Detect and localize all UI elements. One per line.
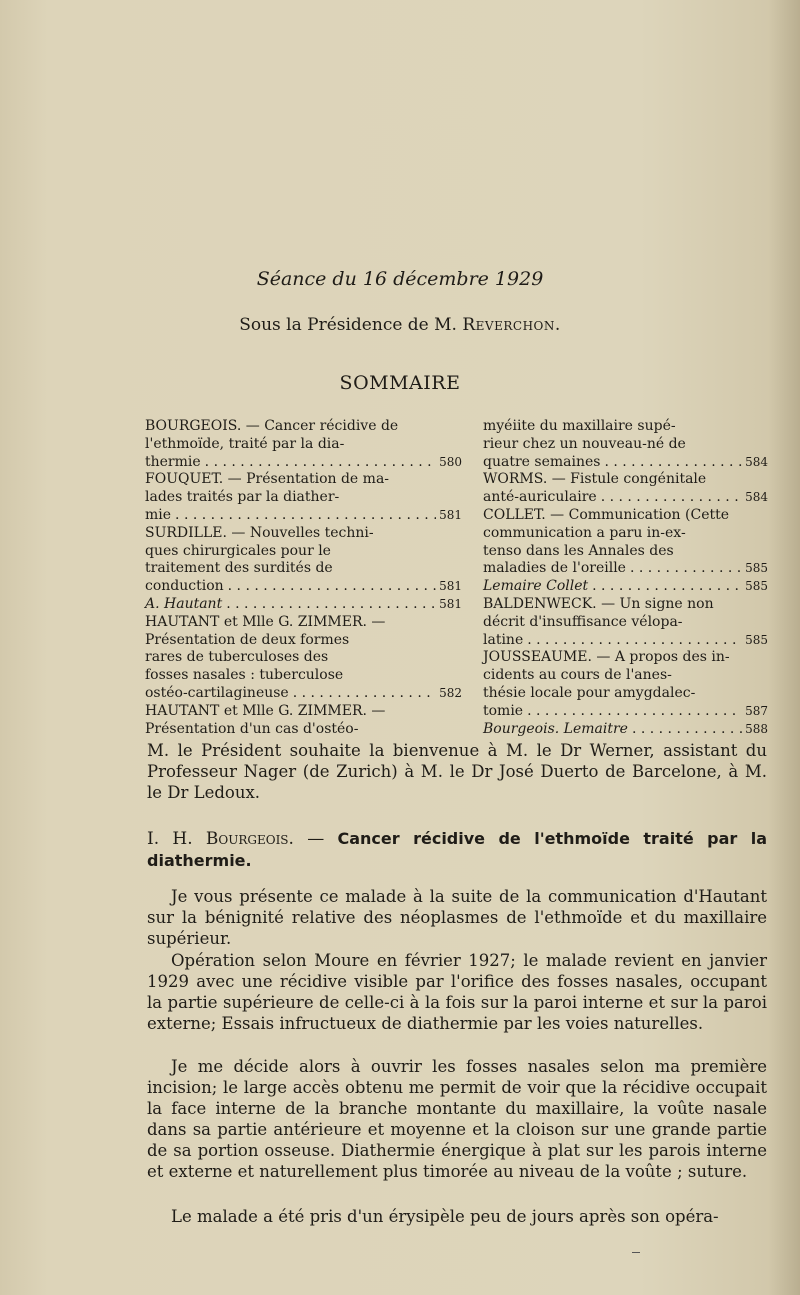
toc-entry-text: thermie <box>145 453 201 470</box>
toc-page-number: 584 <box>745 490 768 505</box>
welcome-paragraph: M. le Président souhaite la bienvenue à M. le Dr Werner, assistant du Professeur Nager (de Zurich) à M. le Dr José Duerto de Barcelone, à M. le Dr Ledoux. <box>147 741 767 802</box>
toc-entry <box>483 721 768 739</box>
toc-entry-text: tomie <box>483 702 524 719</box>
toc-leader-dots <box>527 703 742 721</box>
toc-entry-last-line <box>145 506 462 525</box>
presidence-prefix: Sous la Présidence de M. <box>239 315 457 335</box>
toc-entry-last-line <box>483 702 768 721</box>
toc-leader-dots <box>632 721 742 739</box>
toc-entry-line: ques chirurgicales pour le <box>145 542 331 559</box>
toc-entry <box>483 578 768 596</box>
toc-entry-last-line <box>483 720 768 739</box>
toc-leader-dots <box>630 560 742 578</box>
toc-page-number: 587 <box>745 703 768 718</box>
toc-entry-line: BOURGEOIS. — Cancer récidive de <box>145 418 399 434</box>
toc-entry <box>145 596 462 614</box>
toc-entry-line: thésie locale pour amygdalec- <box>483 684 696 701</box>
toc-leader-dots <box>175 507 436 525</box>
toc-entry-last-line <box>145 578 462 596</box>
toc-left-column <box>145 418 462 738</box>
toc-entry-last-line <box>483 560 768 578</box>
toc-entry <box>145 525 462 596</box>
toc-entry-line: COLLET. — Communication (Cette <box>483 506 730 523</box>
president-name: Reverchon. <box>462 315 561 335</box>
toc-leader-dots <box>226 596 436 614</box>
toc-entry-line: myéiite du maxillaire supé- <box>483 418 676 434</box>
toc-entry-last-line <box>145 684 462 703</box>
toc-entry-line: FOUQUET. — Présentation de ma- <box>145 471 390 488</box>
toc-page-number: 582 <box>439 685 462 700</box>
toc-entry-line: communication a paru in-ex- <box>483 524 686 541</box>
toc-entry-line: HAUTANT et Mlle G. ZIMMER. — <box>145 702 386 719</box>
toc-page-number: 585 <box>745 632 768 647</box>
toc-entry <box>145 614 462 703</box>
toc-entry <box>483 471 768 507</box>
toc-leader-dots <box>601 489 742 507</box>
toc-entry-text: Lemaire Collet <box>483 578 589 595</box>
toc-page-number: 588 <box>745 721 768 736</box>
toc-entry <box>483 596 768 649</box>
toc-entry-last-line <box>483 453 768 472</box>
toc-entry-text: mie <box>145 506 172 523</box>
toc-entry <box>483 649 768 720</box>
section-number: I. H. <box>147 829 193 849</box>
toc-entry-last-line <box>145 595 462 614</box>
toc-leader-dots <box>527 632 742 650</box>
toc-entry-line: fosses nasales : tuberculose <box>145 667 344 684</box>
toc-entry-text: conduction <box>145 578 224 595</box>
toc-page-number: 581 <box>439 579 462 594</box>
toc-entry-text: Bourgeois. Lemaitre <box>483 720 628 737</box>
toc-entry-last-line <box>145 453 462 472</box>
sommaire-heading: SOMMAIRE <box>339 372 461 394</box>
toc-entry-text: maladies de l'oreille <box>483 560 626 577</box>
toc-entry-text: latine <box>483 631 524 648</box>
toc-entry-line: Présentation de deux formes <box>145 631 350 648</box>
body-paragraph: Le malade a été pris d'un érysipèle peu de jours après son opéra- <box>171 1207 719 1226</box>
toc-leader-dots <box>592 578 742 596</box>
toc-entry-line: Présentation d'un cas d'ostéo- <box>145 720 359 737</box>
toc-entry-text: anté-auriculaire <box>483 489 597 506</box>
toc-entry <box>483 418 768 471</box>
toc-page-number: 581 <box>439 507 462 522</box>
toc-leader-dots <box>228 578 436 596</box>
presidence-line <box>0 315 800 335</box>
toc-entry <box>145 471 462 524</box>
toc-page-number: 584 <box>745 454 768 469</box>
toc-entry-line: l'ethmoïde, traité par la dia- <box>145 435 345 452</box>
body-paragraph: Je me décide alors à ouvrir les fosses nasales selon ma première incision; le large accès obtenu me permit de voir que la récidive occupait la face interne de la branche montante du maxillaire, la voûte nasale dans sa partie antérieure et moyenne et la cloison sur une grande partie de sa portion osseuse. Diathermie énergique à plat sur les parois interne et externe et naturellement plus timorée au niveau de la voûte ; suture. <box>147 1057 767 1181</box>
toc-entry <box>483 507 768 578</box>
toc-entry-line: SURDILLE. — Nouvelles techni- <box>145 524 374 541</box>
toc-entry-line: WORMS. — Fistule congénitale <box>483 471 707 488</box>
toc-entry-line: JOUSSEAUME. — A propos des in- <box>483 649 730 666</box>
section-title-text: Cancer récidive de l'ethmoïde traité par la diathermie. <box>147 829 768 870</box>
toc-entry-line: décrit d'insuffisance vélopa- <box>483 613 683 630</box>
toc-entry-last-line <box>483 578 768 596</box>
toc-entry-text: A. Hautant <box>145 595 223 612</box>
section-title <box>147 828 767 872</box>
toc-page-number: 585 <box>745 561 768 576</box>
toc-page-number: 580 <box>439 454 462 469</box>
toc-entry-text: quatre semaines <box>483 453 601 470</box>
toc-entry-line: rieur chez un nouveau-né de <box>483 435 686 452</box>
toc-entry-line: HAUTANT et Mlle G. ZIMMER. — <box>145 613 386 630</box>
toc-entry-line: lades traités par la diather- <box>145 489 340 506</box>
toc-entry-last-line <box>483 489 768 507</box>
section-author: Bourgeois. <box>205 829 294 849</box>
toc-page-number: 585 <box>745 579 768 594</box>
toc-entry-line: BALDENWECK. — Un signe non <box>483 595 714 612</box>
toc-entry <box>145 703 462 739</box>
toc-entry <box>145 418 462 471</box>
toc-entry-line: cidents au cours de l'anes- <box>483 667 672 684</box>
toc-leader-dots <box>293 685 436 703</box>
body-paragraph: Opération selon Moure en février 1927; le malade revient en janvier 1929 avec une récidive visible par l'orifice des fosses nasales, occupant la partie supérieure de celle-ci à la fois sur la paroi interne et sur la paroi externe; Essais infructueux de diathermie par les voies naturelles. <box>147 951 767 1033</box>
toc-entry-line: traitement des surdités de <box>145 560 333 577</box>
toc-entry-last-line <box>483 631 768 650</box>
toc-right-column <box>483 418 768 738</box>
toc-leader-dots <box>205 454 436 472</box>
body-paragraph: Je vous présente ce malade à la suite de la communication d'Hautant sur la bénignité relative des néoplasmes de l'ethmoïde et du maxillaire supérieur. <box>147 887 767 948</box>
toc-entry-text: ostéo-cartilagineuse <box>145 684 289 701</box>
toc-page-number: 581 <box>439 596 462 611</box>
toc-leader-dots <box>604 454 742 472</box>
section-dash: — <box>307 829 325 849</box>
seance-heading: Séance du 16 décembre 1929 <box>256 268 544 290</box>
toc-entry-line: tenso dans les Annales des <box>483 542 674 559</box>
footer-mark <box>632 1252 640 1253</box>
toc-entry-line: rares de tuberculoses des <box>145 649 329 666</box>
